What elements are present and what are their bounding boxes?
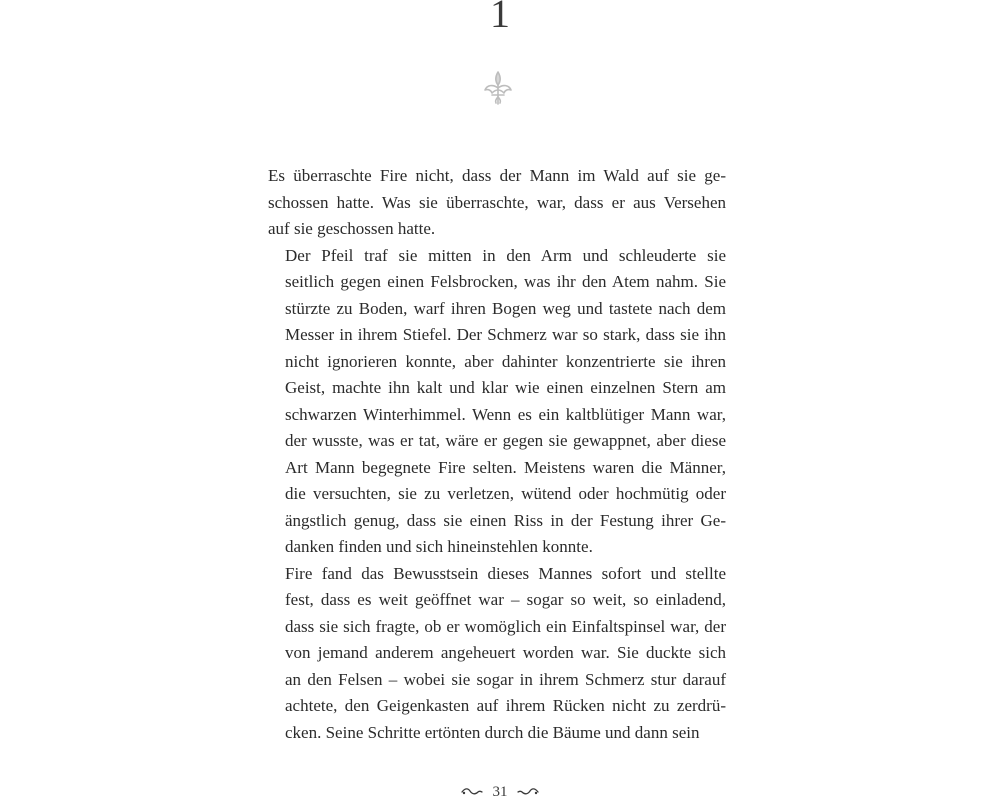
- text-line: fest, dass es weit geöffnet war – sogar so weit, so einladend,: [285, 590, 726, 609]
- right-swash-icon: [517, 787, 539, 797]
- text-line: Geist, machte ihn kalt und klar wie einen einzelnen Stern am: [285, 378, 726, 397]
- left-swash-icon: [461, 787, 483, 797]
- text-line: schossen hatte. Was sie überraschte, war, dass er aus Versehen: [268, 192, 726, 212]
- text-line: nicht ignorieren konnte, aber dahinter konzentrierte sie ihren: [285, 351, 726, 371]
- text-line: an den Felsen – wobei sie sogar in ihrem Schmerz stur darauf: [285, 669, 726, 689]
- paragraph: [268, 243, 726, 561]
- text-line: auf sie geschossen hatte.: [268, 219, 436, 238]
- text-line: Art Mann begegnete Fire selten. Meistens waren die Männer,: [285, 457, 726, 477]
- text-line: seitlich gegen einen Felsbrocken, was ihr den Atem nahm. Sie: [285, 272, 726, 291]
- text-line: stürzte zu Boden, warf ihren Bogen weg und tastete nach dem: [285, 298, 726, 318]
- text-line: Fire fand das Bewusstsein dieses Mannes sofort und stellte: [285, 563, 726, 583]
- text-line: dass sie sich fragte, ob er womöglich ein Einfaltspinsel war, der: [285, 616, 726, 636]
- page-number: 31: [492, 783, 508, 800]
- paragraph: [268, 561, 726, 747]
- text-line: cken. Seine Schritte ertönten durch die Bäume und dann sein: [285, 722, 700, 742]
- text-line: der wusste, was er tat, wäre er gegen sie gewappnet, aber diese: [285, 431, 726, 450]
- body-text: [268, 163, 726, 746]
- text-line: die versuchten, sie zu verletzen, wütend oder hochmütig oder: [285, 484, 726, 503]
- text-line: achtete, den Geigenkasten auf ihrem Rücken nicht zu zerdrü-: [285, 696, 726, 715]
- fleur-de-lis-icon: [478, 68, 518, 108]
- text-line: danken finden und sich hineinstehlen konnte.: [285, 537, 593, 556]
- text-line: schwarzen Winterhimmel. Wenn es ein kaltblütiger Mann war,: [285, 404, 726, 424]
- page-footer: [0, 783, 1000, 800]
- paragraph: [268, 163, 726, 243]
- text-line: ängstlich genug, dass sie einen Riss in der Festung ihrer Ge-: [285, 510, 726, 530]
- text-line: Der Pfeil traf sie mitten in den Arm und schleuderte sie: [285, 245, 726, 265]
- chapter-number: 1: [490, 0, 510, 36]
- text-line: Messer in ihrem Stiefel. Der Schmerz war so stark, dass sie ihn: [285, 325, 726, 344]
- text-line: Es überraschte Fire nicht, dass der Mann im Wald auf sie ge-: [268, 166, 726, 185]
- text-line: von jemand anderem angeheuert worden war. Sie duckte sich: [285, 643, 726, 662]
